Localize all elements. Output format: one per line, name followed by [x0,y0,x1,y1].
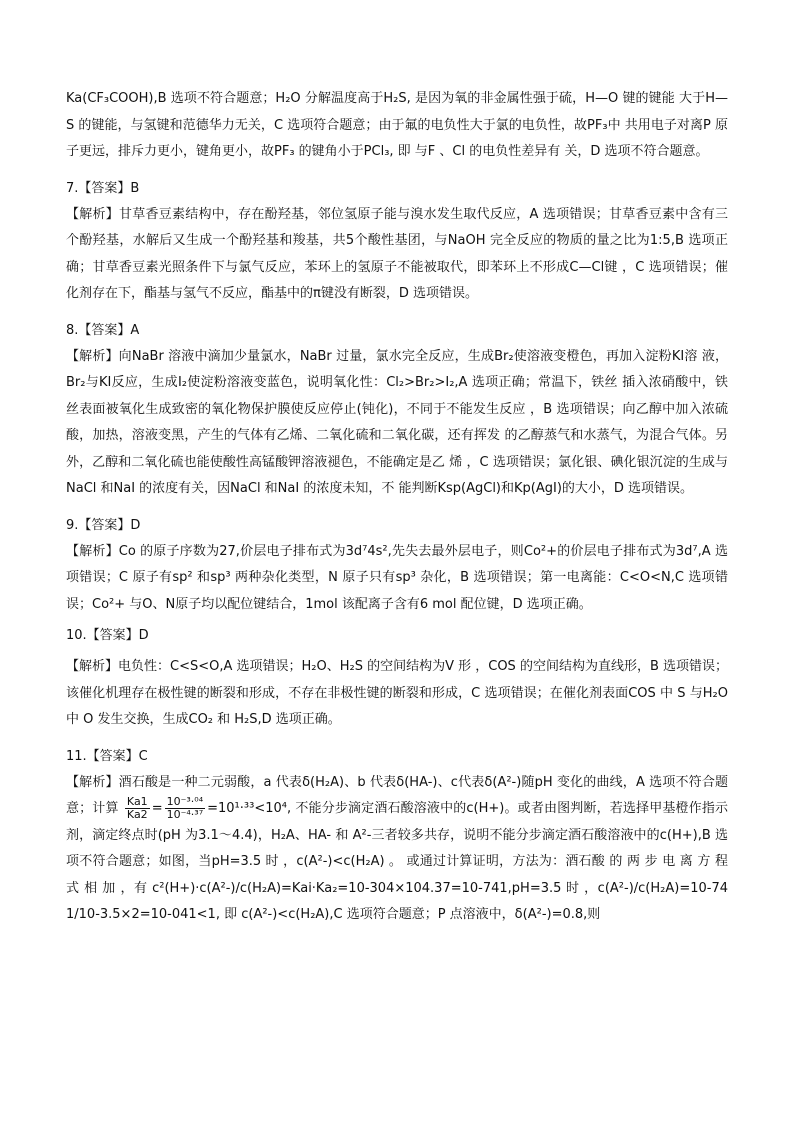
q8-answer: 8.【答案】A [66,322,140,338]
equals-sign: = [151,801,163,816]
power-ratio-fraction [165,796,206,821]
document-page [66,86,728,929]
q6-analysis-continued: Ka(CF₃COOH),B 选项不符合题意；H₂O 分解温度高于H₂S, 是因为氧的非金属性强于硫，H—O 键的键能 大于H—S 的键能，与氢键和范德华力无关，C 选项符合题意；由于氟的电负性大于氯的电负性，故PF₃中 共用电子对离P 原子更远，排斥力更小，键角更小，故PF₃ 的键角小于PCl₃, 即 与F 、Cl 的电负性差异有 关，D 选项不符合题意。 [66,91,728,159]
q10-analysis: 【解析】电负性：C<S<O,A 选项错误；H₂O、H₂S 的空间结构为V 形 ，COS 的空间结构为直线形，B 选项错误；该催化机理存在极性键的断裂和形成，不存在非极性键的断裂和形成，C 选项错误；在催化剂表面COS 中 S 与H₂O 中 O 发生交换，生成CO₂ 和 H₂S,D 选项正确。 [66,659,728,727]
q7-analysis: 【解析】甘草香豆素结构中，存在酚羟基，邻位氢原子能与溴水发生取代反应，A 选项错误；甘草香豆素中含有三个酚羟基，水解后又生成一个酚羟基和羧基，共5个酸性基团，与NaOH 完全反应的物质的量之比为1:5,B 选项正确；甘草香豆素光照条件下与氯气反应，苯环上的氢原子不能被取代，即苯环上不形成C—Cl键 ，C 选项错误；催化剂存在下，酯基与氢气不反应，酯基中的π键没有断裂，D 选项错误。 [66,206,728,301]
q8-analysis: 【解析】向NaBr 溶液中滴加少量氯水，NaBr 过量，氯水完全反应，生成Br₂使溶液变橙色，再加入淀粉KI溶 液，Br₂与KI反应，生成I₂使淀粉溶液变蓝色，说明氧化性：Cl₂>Br₂>I₂,A 选项正确；常温下，铁丝 插入浓硝酸中，铁丝表面被氧化生成致密的氧化物保护膜使反应停止(钝化)，不同于不能发生反应 ，B 选项错误；向乙醇中加入浓硫酸，加热，溶液变黑，产生的气体有乙烯、二氧化硫和二氧化碳，还有挥发 的乙醇蒸气和水蒸气，为混合气体。另外，乙醇和二氧化硫也能使酸性高锰酸钾溶液褪色，不能确定是乙 烯 ，C 选项错误；氯化银、碘化银沉淀的生成与NaCl 和NaI 的浓度有关，因NaCl 和NaI 的浓度未知，不 能判断Ksp(AgCl)和Kp(AgI)的大小，D 选项错误。 [66,348,728,496]
q9-answer: 9.【答案】D [66,517,141,533]
q10-answer: 10.【答案】D [66,628,149,643]
q11-analysis-part1: 【解析】酒石酸是一种二元弱酸，a 代表δ(H₂A)、b 代表δ(HA-)、c代表δ(A²-)随pH 变化的曲线，A 选项不符合题意；计算 [66,774,728,816]
q7-answer: 7.【答案】B [66,180,140,196]
ka1-numerator: Ka1 [126,795,148,808]
ka2-denominator: Ka2 [126,808,148,821]
q11-analysis [66,770,728,929]
q11-analysis-part2: =10¹·³³<10⁴, 不能分步滴定酒石酸溶液中的c(H+)。或者由图判断，若选择甲基橙作指示剂，滴定终点时(pH 为3.1～4.4)，H₂A、HA- 和 A²-三者较多共存，说明不能分步滴定酒石酸溶液中的c(H+),B 选项不符合题意；如图，当pH=3.5 时 ，c(A²-)<c(H₂A) 。 或通过计算证明，方法为：酒石酸 的 两 步 电 离 方 程 式 相 加 ，有 c²(H+)·c(A²-)/c(H₂A)=Kai·Ka₂=10-304×104.37=10-741,pH=3.5 时 ，c(A²-)/c(H₂A)=10-741/10-3.5×2=10-041<1, 即 c(A²-)<c(H₂A),C 选项符合题意；P 点溶液中，δ(A²-)=0.8,则 [66,801,728,922]
power-denominator: 10⁻⁴·³⁷ [166,808,204,821]
power-numerator: 10⁻³·⁰⁴ [166,795,204,808]
q9-analysis: 【解析】Co 的原子序数为27,价层电子排布式为3d⁷4s²,先失去最外层电子，则Co²+的价层电子排布式为3d⁷,A 选项错误；C 原子有sp² 和sp³ 两种杂化类型，N 原子只有sp³ 杂化，B 选项错误；第一电离能：C<O<N,C 选项错误；Co²+ 与O、N原子均以配位键结合，1mol 该配离子含有6 mol 配位键，D 选项正确。 [66,543,728,612]
q11-answer: 11.【答案】C [66,748,148,764]
ka-ratio-fraction [125,796,150,821]
